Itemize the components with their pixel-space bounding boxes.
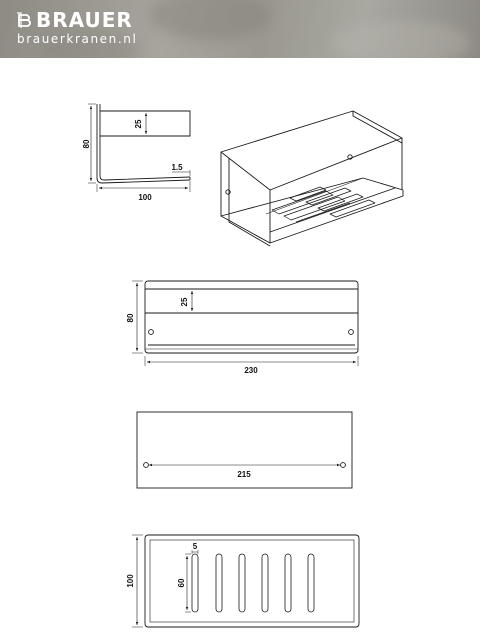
slot <box>262 554 268 612</box>
slot <box>192 554 198 612</box>
back-hole-right <box>341 463 346 468</box>
top-slot-width-label: 5 <box>192 542 198 551</box>
front-hole-right <box>349 330 354 335</box>
slot <box>308 554 314 612</box>
slot <box>216 554 222 612</box>
top-slots <box>192 554 314 612</box>
slot <box>285 554 291 612</box>
front-height-label: 80 <box>126 313 135 323</box>
top-slot-length-label: 60 <box>177 578 186 588</box>
back-spacing-label: 215 <box>237 470 251 479</box>
iso-hole-left <box>226 190 230 194</box>
front-lip-label: 25 <box>180 297 189 307</box>
slot <box>239 554 245 612</box>
top-view <box>132 535 359 627</box>
front-view <box>132 281 358 366</box>
isometric-view <box>221 111 403 246</box>
top-depth-label: 100 <box>126 574 135 588</box>
side-height-label: 80 <box>82 139 91 149</box>
front-hole-left <box>149 330 154 335</box>
back-hole-left <box>144 463 149 468</box>
side-view <box>88 104 190 192</box>
iso-slots <box>272 187 375 222</box>
brand-name: BRAUER <box>36 8 133 32</box>
side-depth-label: 100 <box>138 193 152 202</box>
side-lip-label: 25 <box>134 119 143 129</box>
side-thickness-label: 1.5 <box>171 163 183 172</box>
brand-url: brauerkranen.nl <box>17 32 138 46</box>
front-width-label: 230 <box>244 366 258 375</box>
